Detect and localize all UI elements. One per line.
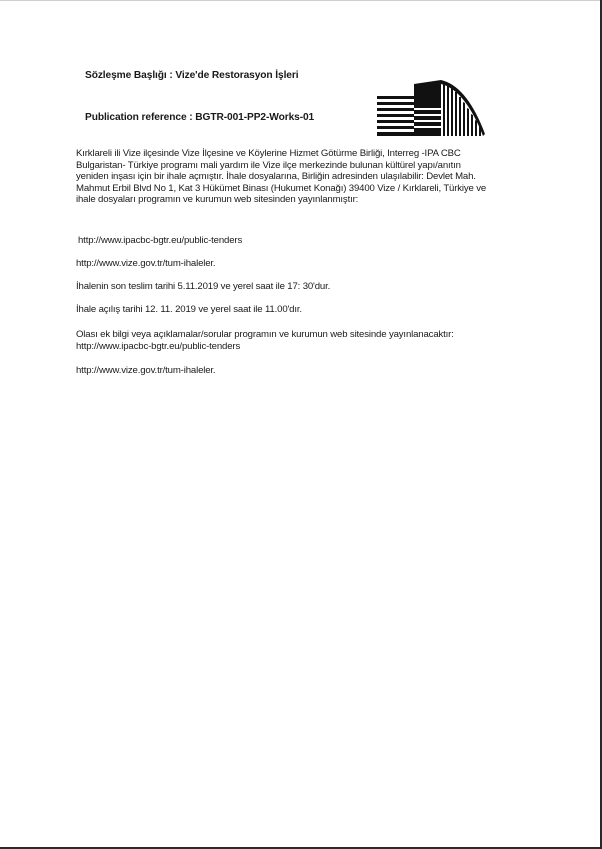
page-edge-line [0,0,600,1]
intro-line: ihale dosyaları programın ve kurumun web sitesinden yayınlanmıştır: [76,194,359,206]
ipacbc-tenders-link[interactable]: http://www.ipacbc-bgtr.eu/public-tenders [78,235,243,246]
intro-line: Kırklareli ili Vize ilçesinde Vize İlçesine ve Köylerine Hizmet Götürme Birliği, Interreg -IPA CBC [76,148,461,159]
publication-reference: Publication reference : BGTR-001-PP2-Works-01 [85,112,315,123]
intro-paragraph [76,148,486,206]
intro-line: Mahmut Erbil Blvd No 1, Kat 3 Hükümet Binası (Hukumet Konağı) 39400 Vize / Kırklareli, Türkiye ve [76,182,487,194]
ipacbc-tenders-link-2[interactable]: http://www.ipacbc-bgtr.eu/public-tenders [76,340,241,352]
intro-line: Bulgaristan- Türkiye programı mali yardım ile Vize ilçe merkezinde bulunan kültürel yapı/anıtın [76,159,461,171]
submission-deadline: İhalenin son teslim tarihi 5.11.2019 ve yerel saat ile 17: 30'dur. [76,281,331,292]
vize-tenders-link-2[interactable]: http://www.vize.gov.tr/tum-ihaleler. [76,365,216,376]
clarification-line: Olası ek bilgi veya açıklamalar/sorular programın ve kurumun web sitesinde yayınlanacaktır: [76,329,454,340]
contract-title: Sözleşme Başlığı : Vize'de Restorasyon İşleri [85,70,299,81]
vize-tenders-link[interactable]: http://www.vize.gov.tr/tum-ihaleler. [76,258,216,269]
opening-date: İhale açılış tarihi 12. 11. 2019 ve yerel saat ile 11.00'dır. [76,304,302,315]
clarification-paragraph [76,329,454,352]
european-commission-logo-icon [377,78,489,136]
intro-line: yeniden inşası için bir ihale açmıştır. İhale dosyalarına, Birliğin adresinden ulaşılabilir: Devlet Mah. [76,171,476,183]
